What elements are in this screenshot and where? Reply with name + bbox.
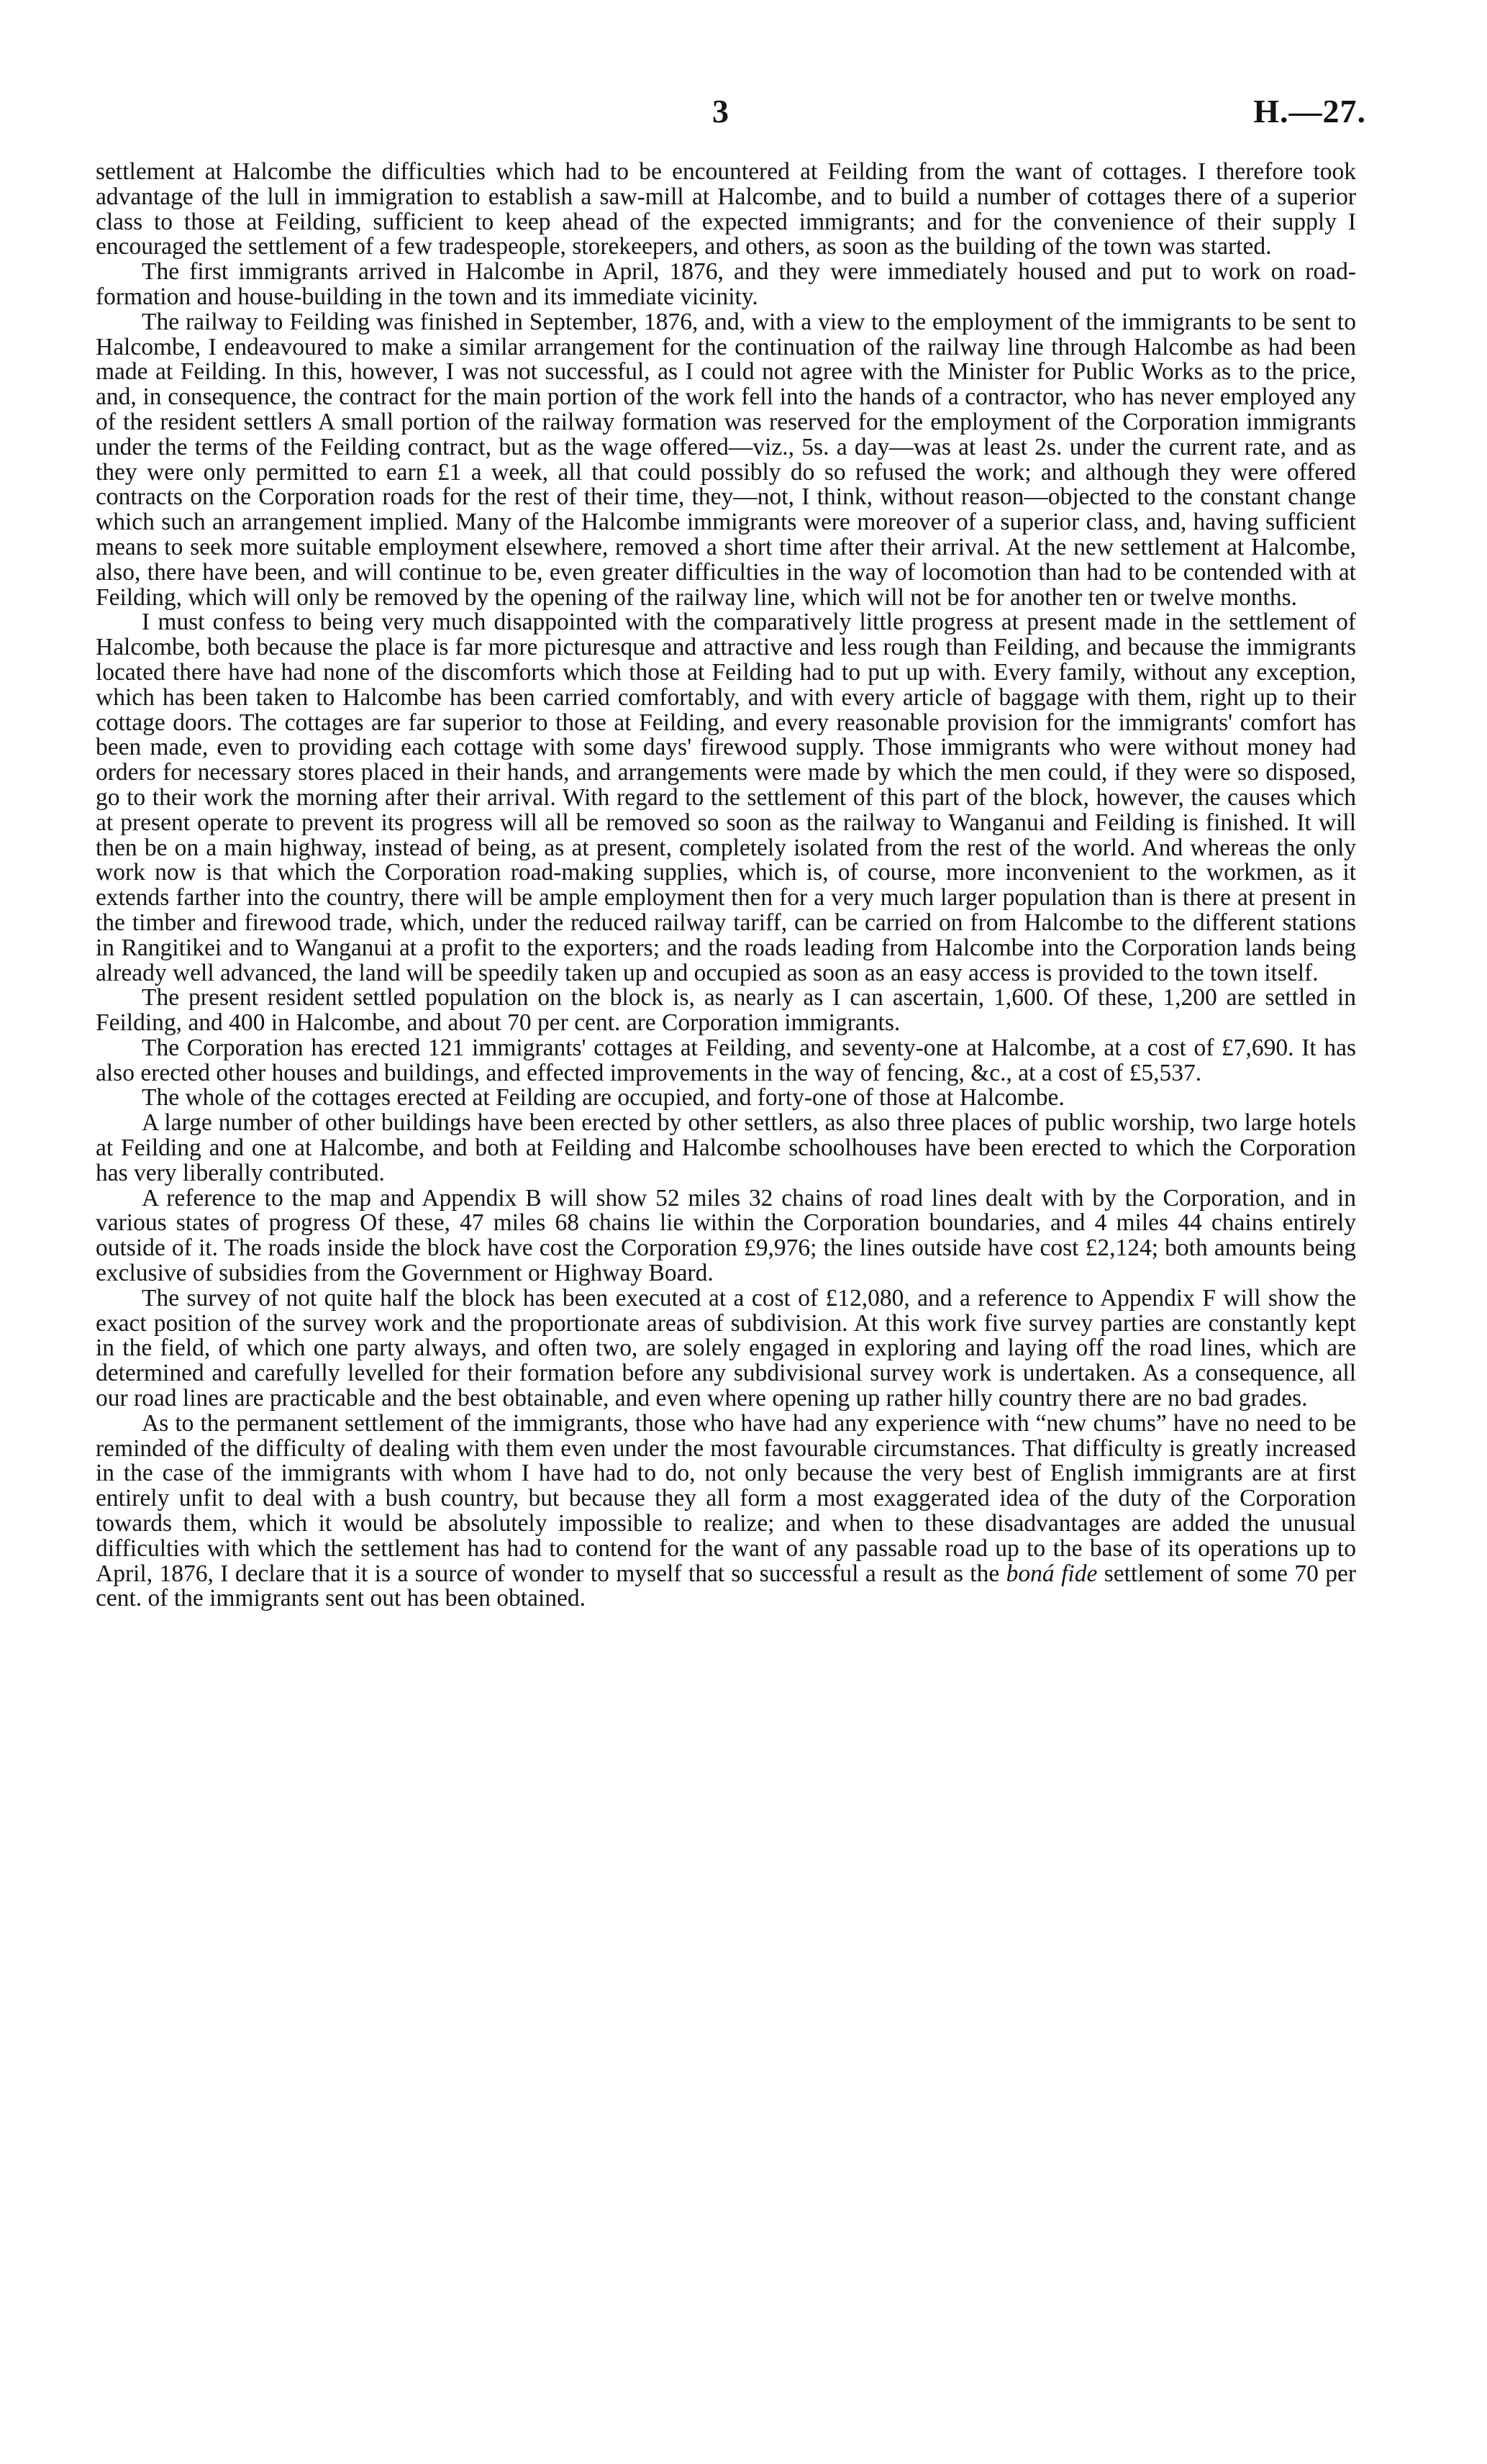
body-text	[96, 160, 1356, 1611]
paragraph: The railway to Feilding was finished in September, 1876, and, with a view to the employment of the immigrants to be sent to Halcombe, I endeavoured to make a similar arrangement for the continuation of the railway line through Halcombe as had been made at Feilding. In this, however, I was not successful, as I could not agree with the Minister for Public Works as to the price, and, in consequence, the contract for the main portion of the work fell into the hands of a contractor, who has never employed any of the resident settlers A small portion of the railway formation was reserved for the employment of the Corporation immigrants under the terms of the Feilding contract, but as the wage offered—viz., 5s. a day—was at least 2s. under the current rate, and as they were only permitted to earn £1 a week, all that could possibly do so refused the work; and although they were offered contracts on the Corporation roads for the rest of their time, they—not, I think, without reason—objected to the constant change which such an arrangement implied. Many of the Halcombe immigrants were moreover of a superior class, and, having sufficient means to seek more suitable employment elsewhere, removed a short time after their arrival. At the new settlement at Halcombe, also, there have been, and will continue to be, even greater difficulties in the way of locomotion than had to be contended with at Feilding, which will only be removed by the opening of the railway line, which will not be for another ten or twelve months.	[96, 308, 1356, 611]
italic-phrase: boná fide	[1006, 1560, 1098, 1587]
paragraph: The first immigrants arrived in Halcombe in April, 1876, and they were immediately housed and put to work on road-formation and house-building in the town and its immediate vicinity.	[96, 258, 1356, 310]
paragraph-final	[96, 1411, 1356, 1611]
final-text-start: As to the permanent settlement of the immigrants, those who have had any experience with “new chums” have no need to be reminded of the difficulty of dealing with them even under the most favourable circumstances. That difficulty is greatly increased in the case of the immigrants with whom I have had to do, not only because the very best of English immigrants are at first entirely unfit to deal with a bush country, but because they all form a most exaggerated idea of the duty of the Corporation towards them, which it would be absolutely impossible to realize; and when to these disadvantages are added the unusual difficulties with which the settlement has had to contend for the want of any passable road up to the base of its operations up to April, 1876, I declare that it is a source of wonder to myself that so successful a result as the	[96, 1409, 1356, 1587]
document-reference: H.—27.	[1253, 93, 1366, 129]
paragraph: The survey of not quite half the block has been executed at a cost of £12,080, and a reference to Appendix F will show the exact position of the survey work and the proportionate areas of subdivision. At this work five survey parties are constantly kept in the field, of which one party always, and often two, are solely engaged in exploring and laying off the road lines, which are determined and carefully levelled for their formation before any subdivisional survey work is undertaken. As a consequence, all our road lines are practicable and the best obtainable, and even where opening up rather hilly country there are no bad grades.	[96, 1284, 1356, 1412]
paragraph-continued: settlement at Halcombe the difficulties which had to be encountered at Feilding from the want of cottages. I therefore took advantage of the lull in immigration to establish a saw-mill at Halcombe, and to build a number of cottages there of a superior class to those at Feilding, sufficient to keep ahead of the expected immigrants; and for the convenience of their supply I encouraged the settlement of a few tradespeople, storekeepers, and others, as soon as the building of the town was started.	[96, 158, 1356, 260]
paragraph: A large number of other buildings have been erected by other settlers, as also three places of public worship, two large hotels at Feilding and one at Halcombe, and both at Feilding and Halcombe schoolhouses have been erected to which the Corporation has very liberally contributed.	[96, 1109, 1356, 1186]
paragraph: The present resident settled population on the block is, as nearly as I can ascertain, 1,600. Of these, 1,200 are settled in Feilding, and 400 in Halcombe, and about 70 per cent. are Corporation immigrants.	[96, 984, 1356, 1037]
paragraph: The whole of the cottages erected at Feilding are occupied, and forty-one of those at Halcombe.	[142, 1084, 1065, 1111]
paragraph: The Corporation has erected 121 immigrants' cottages at Feilding, and seventy-one at Halcombe, at a cost of £7,690. It has also erected other houses and buildings, and effected improvements in the way of fencing, &c., at a cost of £5,537.	[96, 1034, 1356, 1086]
final-text-end: settlement of some 70 per cent. of the immigrants sent out has been obtained.	[96, 1560, 1357, 1612]
page-header	[0, 92, 1487, 135]
paragraph: I must confess to being very much disappointed with the comparatively little progress at present made in the settlement of Halcombe, both because the place is far more picturesque and attractive and less rough than Feilding, and because the immigrants located there have had none of the discomforts which those at Feilding had to put up with. Every family, without any exception, which has been taken to Halcombe has been carried comfortably, and with every article of baggage with them, right up to their cottage doors. The cottages are far superior to those at Feilding, and every reasonable provision for the immigrants' comfort has been made, even to providing each cottage with some days' firewood supply. Those immigrants who were without money had orders for necessary stores placed in their hands, and arrangements were made by which the men could, if they were so disposed, go to their work the morning after their arrival. With regard to the settlement of this part of the block, however, the causes which at present operate to prevent its progress will all be removed so soon as the railway to Wanganui and Feilding is finished. It will then be on a main highway, instead of being, as at present, completely isolated from the rest of the world. And whereas the only work now is that which the Corporation road-making supplies, which is, of course, more inconvenient to the workmen, as it extends farther into the country, there will be ample employment then for a very much larger population than is there at present in the timber and firewood trade, which, under the reduced railway tariff, can be carried on from Halcombe to the different stations in Rangitikei and to Wanganui at a profit to the exporters; and the roads leading from Halcombe into the Corporation lands being already well advanced, the land will be speedily taken up and occupied as soon as an easy access is provided to the town itself.	[96, 609, 1356, 986]
page-number: 3	[712, 93, 729, 129]
paragraph: A reference to the map and Appendix B will show 52 miles 32 chains of road lines dealt with by the Corporation, and in various states of progress Of these, 47 miles 68 chains lie within the Corporation boundaries, and 4 miles 44 chains entirely outside of it. The roads inside the block have cost the Corporation £9,976; the lines outside have cost £2,124; both amounts being exclusive of subsidies from the Government or Highway Board.	[96, 1184, 1356, 1287]
